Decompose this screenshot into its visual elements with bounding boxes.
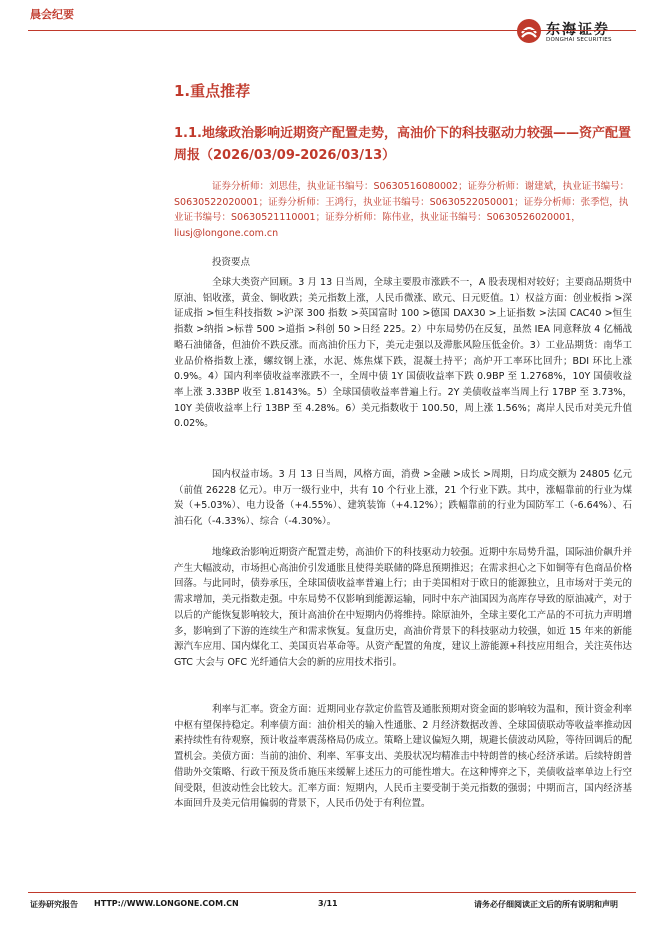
company-logo bbox=[516, 18, 638, 46]
key-points-label: 投资要点 bbox=[212, 257, 251, 268]
article-title: 1.1.地缘政治影响近期资产配置走势，高油价下的科技驱动力较强——资产配置周报（2026/03/09-2026/03/13） bbox=[174, 126, 631, 163]
footer-divider bbox=[28, 892, 636, 893]
paragraph-geopolitics: 地缘政治影响近期资产配置走势，高油价下的科技驱动力较强。近期中东局势升温，国际油价飙升并产生大幅波动，市场担心高油价引发通胀且使得美联储的降息预期推迟；在需求担心之下如铜等有色商品价格回落。与此同时，债券承压，全球国债收益率普遍上行；由于美国相对于欧日的能源独立，且市场对于美元的需求增加，美元指数走强。中东局势不仅影响到能源运输，同时中东产油国因为高库存导致的原油减产，对于以后的产能恢复影响较大，预计高油价在中短期内仍将维持。除原油外，全球主要化工产品的不可抗力声明增多，影响到了下游的连续生产和需求恢复。复盘历史，高油价背景下的科技驱动力较强，如近 15 年来的新能源汽车应用、国内煤化工、美国页岩革命等。从资产配置的角度，建议上游能源+科技应用组合，关注英伟达 GTC 大会与 OFC 光纤通信大会的新的应用技术指引。 bbox=[174, 547, 632, 668]
logo-chinese-name: 东海证券 bbox=[546, 22, 610, 38]
analyst-info bbox=[174, 179, 632, 242]
header-divider bbox=[28, 30, 636, 31]
paragraph-rates-fx: 利率与汇率。资金方面：近期同业存款定价监管及通胀预期对资金面的影响较为温和，预计资金利率中枢有望保持稳定。利率债方面：油价相关的输入性通胀、2 月经济数据改善、全球国债联动等收益率推动因素持续性有待观察，预计收益率震荡格局仍成立。策略上建议偏短久期，规避长债波动风险，等待回调后的配置机会。美债方面：当前的油价、利率、军事支出、美股状况均精准击中特朗普的核心经济承诺。后续特朗普借助外交策略、行政干预及货币施压来缓解上述压力的可能性增大。在这种博弈之下，美债收益率单边上行空间受限，但波动性会比较大。汇率方面：短期内，人民币主要受制于美元指数的强弱；中期而言，国内经济基本面回升及美元信用偏弱的背景下，人民币仍处于有利位置。 bbox=[174, 704, 632, 810]
donghai-logo-icon bbox=[516, 18, 542, 44]
paragraph-domestic-equity: 国内权益市场。3 月 13 日当周，风格方面，消费 >金融 >成长 >周期，日均成交额为 24805 亿元（前值 26228 亿元）。申万一级行业中，共有 10 个行业上涨，21 个行业下跌。其中，涨幅靠前的行业为煤炭（+5.03%）、电力设备（+4.55%）、建筑装饰（+4.12%）；跌幅靠前的行业为国防军工（-6.64%）、石油石化（-4.33%）、综合（-4.30%）。 bbox=[174, 469, 632, 528]
paragraph-asset-review: 全球大类资产回顾。3 月 13 日当周，全球主要股市涨跌不一，A 股表现相对较好；主要商品期货中原油、铝收涨，黄金、铜收跌；美元指数上涨，人民币微涨、欧元、日元贬值。1）权益方面：创业板指 >深证成指 >恒生科技指数 >沪深 300 指数 >英国富时 100 >德国 DAX30 >上证指数 >法国 CAC40 >恒生指数 >纳指 >标普 500 >道指 >科创 50 >日经 225。2）中东局势仍在反复，虽然 IEA 同意释放 4 亿桶战略石油储备，但油价不跌反涨。而高油价压力下，美元走强以及滞胀风险压低金价。3）工业品期货：南华工业品价格指数上涨，螺纹钢上涨，水泥、炼焦煤下跌，混凝土持平；高炉开工率环比回升；BDI 环比上涨 0.9%。4）国内利率债收益率涨跌不一，全周中债 1Y 国债收益率下跌 0.9BP 至 1.2768%，10Y 国债收益率上涨 3.33BP 收至 1.8143%。5）全球国债收益率普遍上行。2Y 美债收益率当周上行 17BP 至 3.73%，10Y 美债收益率上行 13BP 至 4.28%。6）美元指数收于 100.50，周上涨 1.56%；离岸人民币对美元升值 0.02%。 bbox=[174, 277, 632, 430]
footer-url[interactable]: HTTP://WWW.LONGONE.COM.CN bbox=[94, 899, 239, 908]
page-number: 3/11 bbox=[318, 899, 338, 908]
report-type-tag: 晨会纪要 bbox=[30, 8, 74, 21]
logo-english-name: DONGHAI SECURITIES bbox=[546, 37, 612, 43]
section-title: 1.重点推荐 bbox=[174, 82, 251, 100]
footer-report-type: 证券研究报告 bbox=[30, 900, 78, 909]
footer-disclaimer: 请务必仔细阅读正文后的所有说明和声明 bbox=[474, 900, 618, 909]
analyst-text: 证券分析师：刘思佳，执业证书编号：S0630516080002；证券分析师：谢建斌，执业证书编号：S0630522020001；证券分析师：王鸿行，执业证书编号：S0630522050001；证券分析师：张季恺，执业证书编号：S0630521110001；证券分析师：陈伟业，执业证书编号：S0630526020001，liusj@longone.com.cn bbox=[174, 181, 630, 240]
